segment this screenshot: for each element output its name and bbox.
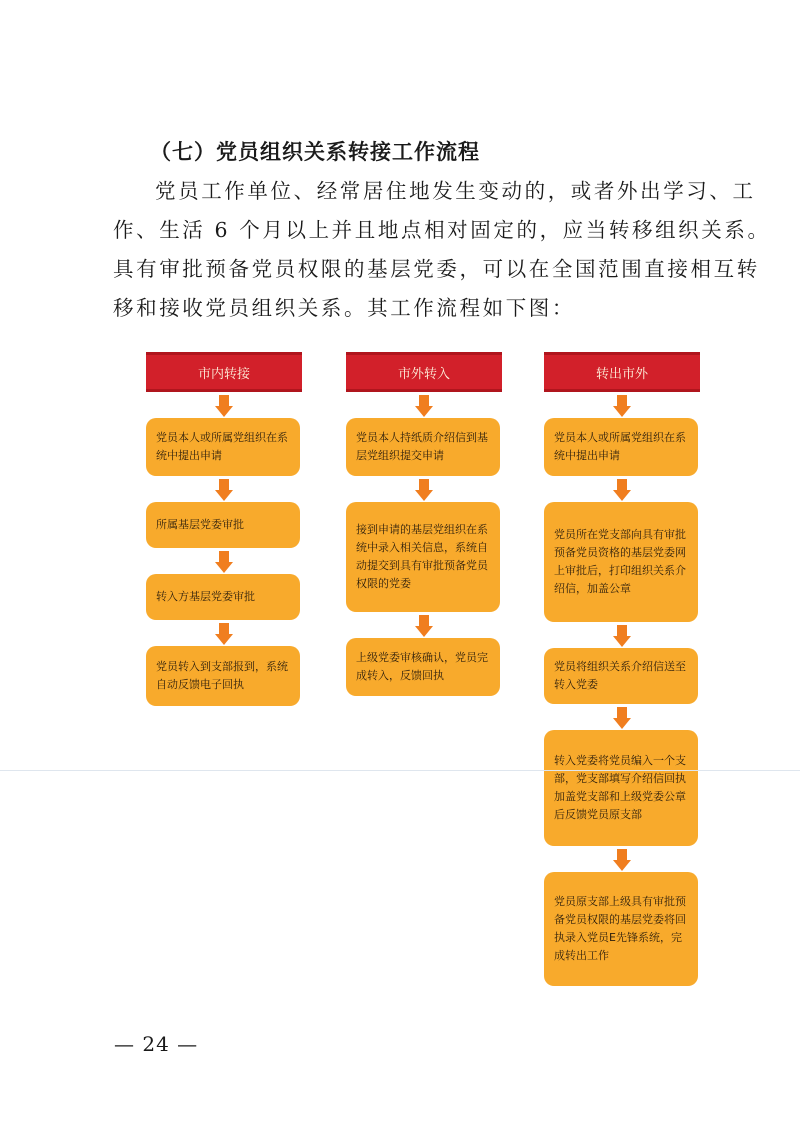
- flow-header: 市内转接: [146, 352, 302, 392]
- flow-step: 党员原支部上级具有审批预备党员权限的基层党委将回执录入党员E先锋系统，完成转出工作: [544, 872, 698, 986]
- paragraph-line: 具有审批预备党员权限的基层党委，可以在全国范围直接相互转: [113, 257, 760, 281]
- down-arrow-icon: [415, 395, 433, 417]
- flow-step: 上级党委审核确认，党员完成转入，反馈回执: [346, 638, 500, 696]
- paragraph-line: 作、生活 6 个月以上并且地点相对固定的，应当转移组织关系。: [113, 218, 771, 242]
- down-arrow-icon: [613, 707, 631, 729]
- flow-step: 党员转入到支部报到，系统自动反馈电子回执: [146, 646, 300, 706]
- flow-step: 接到申请的基层党组织在系统中录入相关信息，系统自动提交到具有审批预备党员权限的党委: [346, 502, 500, 612]
- down-arrow-icon: [613, 479, 631, 501]
- down-arrow-icon: [613, 395, 631, 417]
- flow-step: 党员所在党支部向具有审批预备党员资格的基层党委网上审批后，打印组织关系介绍信，加盖公章: [544, 502, 698, 622]
- flow-header: 市外转入: [346, 352, 502, 392]
- flow-step: 党员将组织关系介绍信送至转入党委: [544, 648, 698, 704]
- flow-step: 党员本人持纸质介绍信到基层党组织提交申请: [346, 418, 500, 476]
- down-arrow-icon: [415, 479, 433, 501]
- paragraph-line: 移和接收党员组织关系。其工作流程如下图：: [113, 296, 575, 320]
- down-arrow-icon: [215, 551, 233, 573]
- paragraph-line: 党员工作单位、经常居住地发生变动的，或者外出学习、工: [155, 179, 756, 203]
- flow-header: 转出市外: [544, 352, 700, 392]
- flow-step: 所属基层党委审批: [146, 502, 300, 548]
- intro-paragraph: [113, 172, 771, 328]
- down-arrow-icon: [215, 479, 233, 501]
- flow-step: 转入方基层党委审批: [146, 574, 300, 620]
- scan-artifact-line: [0, 770, 800, 771]
- down-arrow-icon: [215, 395, 233, 417]
- down-arrow-icon: [215, 623, 233, 645]
- down-arrow-icon: [415, 615, 433, 637]
- flow-step: 党员本人或所属党组织在系统中提出申请: [544, 418, 698, 476]
- section-heading: （七）党员组织关系转接工作流程: [150, 139, 480, 164]
- down-arrow-icon: [613, 849, 631, 871]
- flow-step: 党员本人或所属党组织在系统中提出申请: [146, 418, 300, 476]
- page-number: — 24 —: [114, 1032, 199, 1056]
- flow-step: 转入党委将党员编入一个支部，党支部填写介绍信回执加盖党支部和上级党委公章后反馈党员原支部: [544, 730, 698, 846]
- down-arrow-icon: [613, 625, 631, 647]
